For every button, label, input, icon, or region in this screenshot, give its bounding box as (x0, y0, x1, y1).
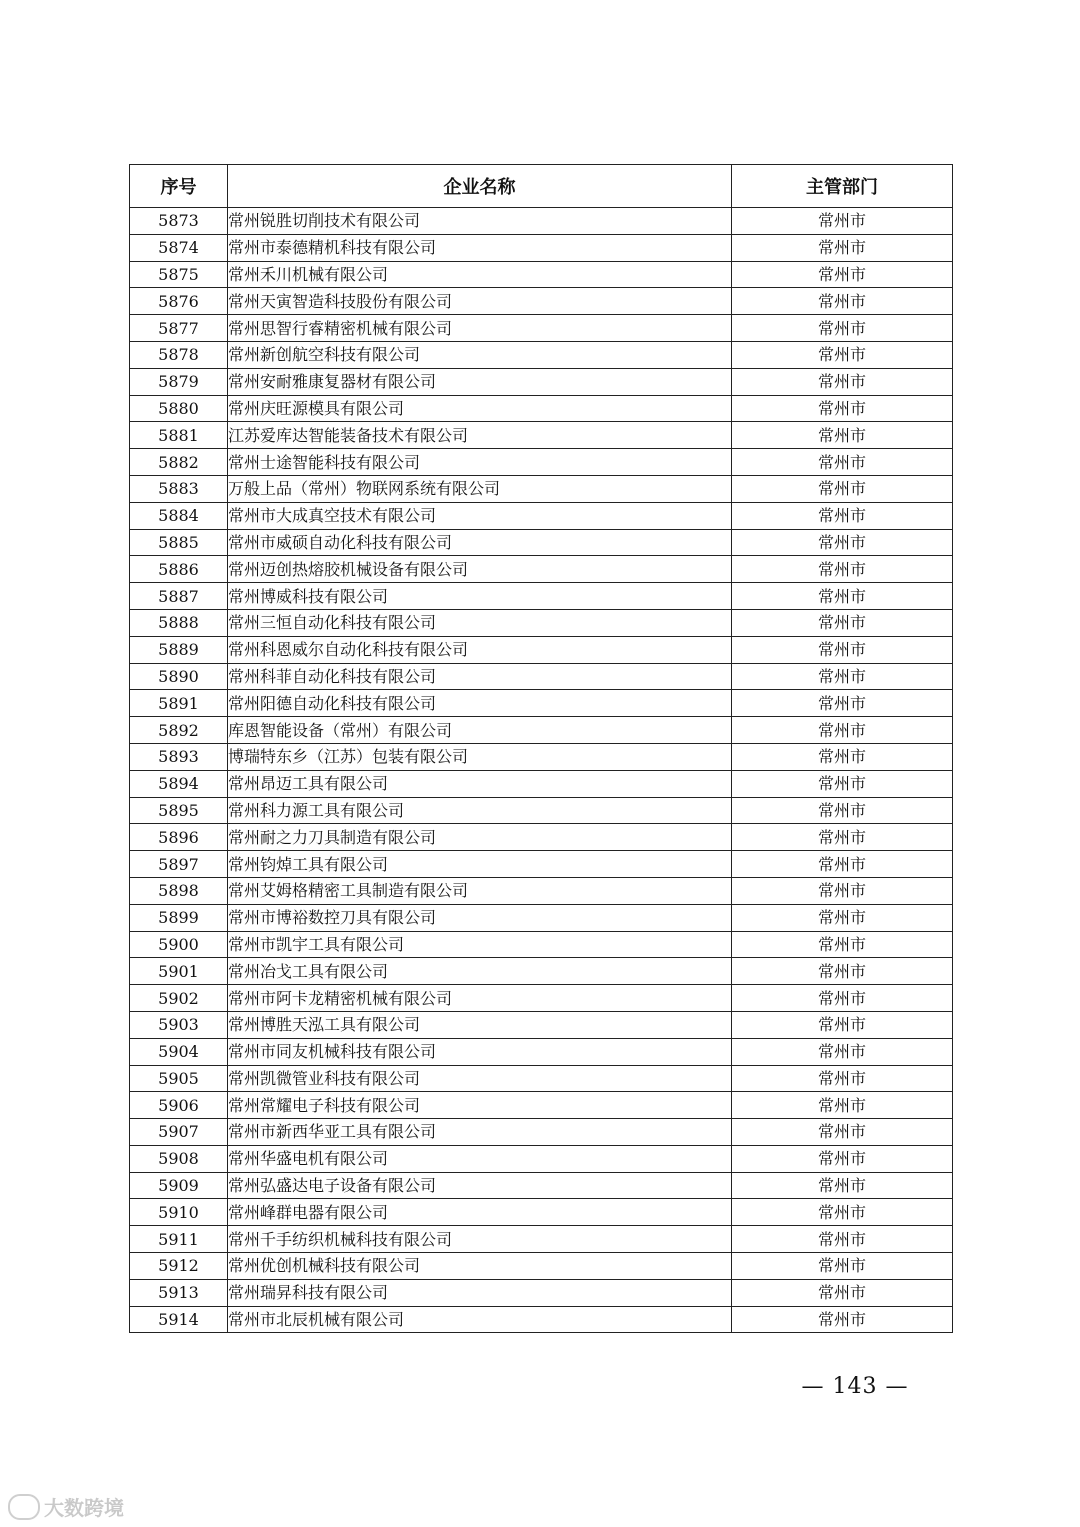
table-row (130, 1011, 953, 1038)
cell-company-name: 常州市博裕数控刀具有限公司 (228, 904, 732, 931)
cell-department: 常州市 (732, 1279, 953, 1306)
cell-serial-number: 5892 (130, 717, 228, 744)
cell-department: 常州市 (732, 1065, 953, 1092)
cell-department: 常州市 (732, 824, 953, 851)
cell-serial-number: 5913 (130, 1279, 228, 1306)
cell-department: 常州市 (732, 958, 953, 985)
cell-department: 常州市 (732, 877, 953, 904)
cell-company-name: 常州峰群电器有限公司 (228, 1199, 732, 1226)
cell-company-name: 常州锐胜切削技术有限公司 (228, 208, 732, 235)
table-row (130, 636, 953, 663)
table-row (130, 609, 953, 636)
cell-department: 常州市 (732, 583, 953, 610)
cell-company-name: 常州思智行睿精密机械有限公司 (228, 315, 732, 342)
table-row (130, 261, 953, 288)
cell-company-name: 常州优创机械科技有限公司 (228, 1253, 732, 1280)
cell-department: 常州市 (732, 1226, 953, 1253)
cell-department: 常州市 (732, 770, 953, 797)
cell-serial-number: 5897 (130, 851, 228, 878)
cell-company-name: 常州士途智能科技有限公司 (228, 449, 732, 476)
table-row (130, 663, 953, 690)
table-row (130, 1226, 953, 1253)
cell-department: 常州市 (732, 797, 953, 824)
watermark-logo-icon (8, 1494, 40, 1520)
cell-serial-number: 5912 (130, 1253, 228, 1280)
table-row (130, 1172, 953, 1199)
cell-department: 常州市 (732, 1306, 953, 1333)
cell-serial-number: 5895 (130, 797, 228, 824)
table-row (130, 1253, 953, 1280)
table-row (130, 958, 953, 985)
cell-company-name: 常州市阿卡龙精密机械有限公司 (228, 985, 732, 1012)
table-row (130, 208, 953, 235)
cell-company-name: 常州冶戈工具有限公司 (228, 958, 732, 985)
cell-serial-number: 5883 (130, 475, 228, 502)
cell-department: 常州市 (732, 1199, 953, 1226)
table-row (130, 583, 953, 610)
table-row (130, 1145, 953, 1172)
cell-company-name: 常州天寅智造科技股份有限公司 (228, 288, 732, 315)
table-row (130, 1279, 953, 1306)
cell-company-name: 常州昂迈工具有限公司 (228, 770, 732, 797)
cell-company-name: 常州科恩威尔自动化科技有限公司 (228, 636, 732, 663)
cell-serial-number: 5890 (130, 663, 228, 690)
header-serial-number: 序号 (130, 165, 228, 208)
table-row (130, 502, 953, 529)
table-row (130, 529, 953, 556)
table-row (130, 422, 953, 449)
cell-serial-number: 5911 (130, 1226, 228, 1253)
cell-serial-number: 5887 (130, 583, 228, 610)
table-row (130, 1306, 953, 1333)
cell-department: 常州市 (732, 985, 953, 1012)
table-row (130, 1038, 953, 1065)
cell-serial-number: 5886 (130, 556, 228, 583)
cell-department: 常州市 (732, 368, 953, 395)
table-row (130, 797, 953, 824)
cell-serial-number: 5878 (130, 341, 228, 368)
cell-department: 常州市 (732, 904, 953, 931)
cell-department: 常州市 (732, 208, 953, 235)
cell-department: 常州市 (732, 636, 953, 663)
cell-company-name: 常州千手纺织机械科技有限公司 (228, 1226, 732, 1253)
cell-company-name: 常州市凯宇工具有限公司 (228, 931, 732, 958)
cell-company-name: 常州市同友机械科技有限公司 (228, 1038, 732, 1065)
cell-department: 常州市 (732, 234, 953, 261)
cell-department: 常州市 (732, 743, 953, 770)
table-row (130, 368, 953, 395)
cell-department: 常州市 (732, 1038, 953, 1065)
watermark-text: 大数跨境 (44, 1496, 124, 1520)
cell-serial-number: 5873 (130, 208, 228, 235)
cell-department: 常州市 (732, 931, 953, 958)
company-table (129, 164, 953, 1333)
cell-serial-number: 5880 (130, 395, 228, 422)
cell-company-name: 库恩智能设备（常州）有限公司 (228, 717, 732, 744)
cell-department: 常州市 (732, 288, 953, 315)
table-row (130, 717, 953, 744)
table-row (130, 449, 953, 476)
cell-company-name: 万般上品（常州）物联网系统有限公司 (228, 475, 732, 502)
cell-company-name: 常州阳德自动化科技有限公司 (228, 690, 732, 717)
cell-department: 常州市 (732, 502, 953, 529)
cell-company-name: 常州市北辰机械有限公司 (228, 1306, 732, 1333)
cell-department: 常州市 (732, 556, 953, 583)
cell-department: 常州市 (732, 609, 953, 636)
cell-company-name: 常州庆旺源模具有限公司 (228, 395, 732, 422)
cell-department: 常州市 (732, 717, 953, 744)
table-body (130, 208, 953, 1333)
cell-company-name: 常州市泰德精机科技有限公司 (228, 234, 732, 261)
cell-company-name: 常州凯微管业科技有限公司 (228, 1065, 732, 1092)
watermark (8, 1492, 124, 1521)
cell-serial-number: 5898 (130, 877, 228, 904)
cell-department: 常州市 (732, 1119, 953, 1146)
table-row (130, 931, 953, 958)
cell-company-name: 常州华盛电机有限公司 (228, 1145, 732, 1172)
cell-serial-number: 5901 (130, 958, 228, 985)
cell-department: 常州市 (732, 449, 953, 476)
cell-serial-number: 5875 (130, 261, 228, 288)
table-row (130, 770, 953, 797)
cell-serial-number: 5904 (130, 1038, 228, 1065)
cell-serial-number: 5902 (130, 985, 228, 1012)
cell-serial-number: 5891 (130, 690, 228, 717)
table-row (130, 1092, 953, 1119)
cell-department: 常州市 (732, 851, 953, 878)
cell-department: 常州市 (732, 663, 953, 690)
table-row (130, 475, 953, 502)
cell-department: 常州市 (732, 395, 953, 422)
cell-company-name: 常州三恒自动化科技有限公司 (228, 609, 732, 636)
cell-serial-number: 5876 (130, 288, 228, 315)
cell-department: 常州市 (732, 475, 953, 502)
cell-company-name: 常州市威硕自动化科技有限公司 (228, 529, 732, 556)
cell-serial-number: 5882 (130, 449, 228, 476)
cell-company-name: 常州市大成真空技术有限公司 (228, 502, 732, 529)
table-row (130, 743, 953, 770)
cell-serial-number: 5908 (130, 1145, 228, 1172)
cell-company-name: 常州迈创热熔胶机械设备有限公司 (228, 556, 732, 583)
cell-serial-number: 5896 (130, 824, 228, 851)
cell-serial-number: 5893 (130, 743, 228, 770)
cell-company-name: 常州禾川机械有限公司 (228, 261, 732, 288)
table-row (130, 690, 953, 717)
cell-serial-number: 5889 (130, 636, 228, 663)
cell-serial-number: 5906 (130, 1092, 228, 1119)
cell-serial-number: 5877 (130, 315, 228, 342)
table-row (130, 851, 953, 878)
cell-company-name: 常州艾姆格精密工具制造有限公司 (228, 877, 732, 904)
cell-department: 常州市 (732, 261, 953, 288)
table-row (130, 1065, 953, 1092)
table-row (130, 904, 953, 931)
cell-serial-number: 5914 (130, 1306, 228, 1333)
cell-company-name: 常州科菲自动化科技有限公司 (228, 663, 732, 690)
cell-company-name: 江苏爱库达智能装备技术有限公司 (228, 422, 732, 449)
cell-department: 常州市 (732, 1172, 953, 1199)
cell-serial-number: 5879 (130, 368, 228, 395)
table-row (130, 1119, 953, 1146)
header-company-name: 企业名称 (228, 165, 732, 208)
cell-serial-number: 5884 (130, 502, 228, 529)
cell-serial-number: 5910 (130, 1199, 228, 1226)
cell-department: 常州市 (732, 1145, 953, 1172)
cell-company-name: 常州市新西华亚工具有限公司 (228, 1119, 732, 1146)
cell-department: 常州市 (732, 422, 953, 449)
table-row (130, 556, 953, 583)
cell-company-name: 常州安耐雅康复器材有限公司 (228, 368, 732, 395)
cell-company-name: 常州博威科技有限公司 (228, 583, 732, 610)
cell-serial-number: 5909 (130, 1172, 228, 1199)
cell-department: 常州市 (732, 1253, 953, 1280)
cell-serial-number: 5899 (130, 904, 228, 931)
cell-company-name: 常州新创航空科技有限公司 (228, 341, 732, 368)
cell-serial-number: 5881 (130, 422, 228, 449)
cell-serial-number: 5894 (130, 770, 228, 797)
cell-company-name: 常州钧焯工具有限公司 (228, 851, 732, 878)
table-row (130, 341, 953, 368)
cell-serial-number: 5905 (130, 1065, 228, 1092)
cell-company-name: 常州耐之力刀具制造有限公司 (228, 824, 732, 851)
cell-serial-number: 5888 (130, 609, 228, 636)
cell-serial-number: 5903 (130, 1011, 228, 1038)
table-row (130, 315, 953, 342)
cell-department: 常州市 (732, 1092, 953, 1119)
cell-serial-number: 5907 (130, 1119, 228, 1146)
cell-company-name: 常州科力源工具有限公司 (228, 797, 732, 824)
cell-department: 常州市 (732, 1011, 953, 1038)
table-row (130, 234, 953, 261)
table-row (130, 877, 953, 904)
table-row (130, 288, 953, 315)
table-row (130, 985, 953, 1012)
table-header-row (130, 165, 953, 208)
cell-company-name: 常州博胜天泓工具有限公司 (228, 1011, 732, 1038)
table-row (130, 824, 953, 851)
table-row (130, 395, 953, 422)
cell-serial-number: 5885 (130, 529, 228, 556)
cell-department: 常州市 (732, 341, 953, 368)
cell-serial-number: 5900 (130, 931, 228, 958)
cell-company-name: 常州弘盛达电子设备有限公司 (228, 1172, 732, 1199)
cell-department: 常州市 (732, 529, 953, 556)
page-number: — 143 — (801, 1374, 909, 1399)
table-row (130, 1199, 953, 1226)
cell-department: 常州市 (732, 315, 953, 342)
cell-company-name: 常州瑞昇科技有限公司 (228, 1279, 732, 1306)
cell-company-name: 常州常耀电子科技有限公司 (228, 1092, 732, 1119)
cell-department: 常州市 (732, 690, 953, 717)
cell-serial-number: 5874 (130, 234, 228, 261)
header-department: 主管部门 (732, 165, 953, 208)
cell-company-name: 博瑞特东乡（江苏）包装有限公司 (228, 743, 732, 770)
